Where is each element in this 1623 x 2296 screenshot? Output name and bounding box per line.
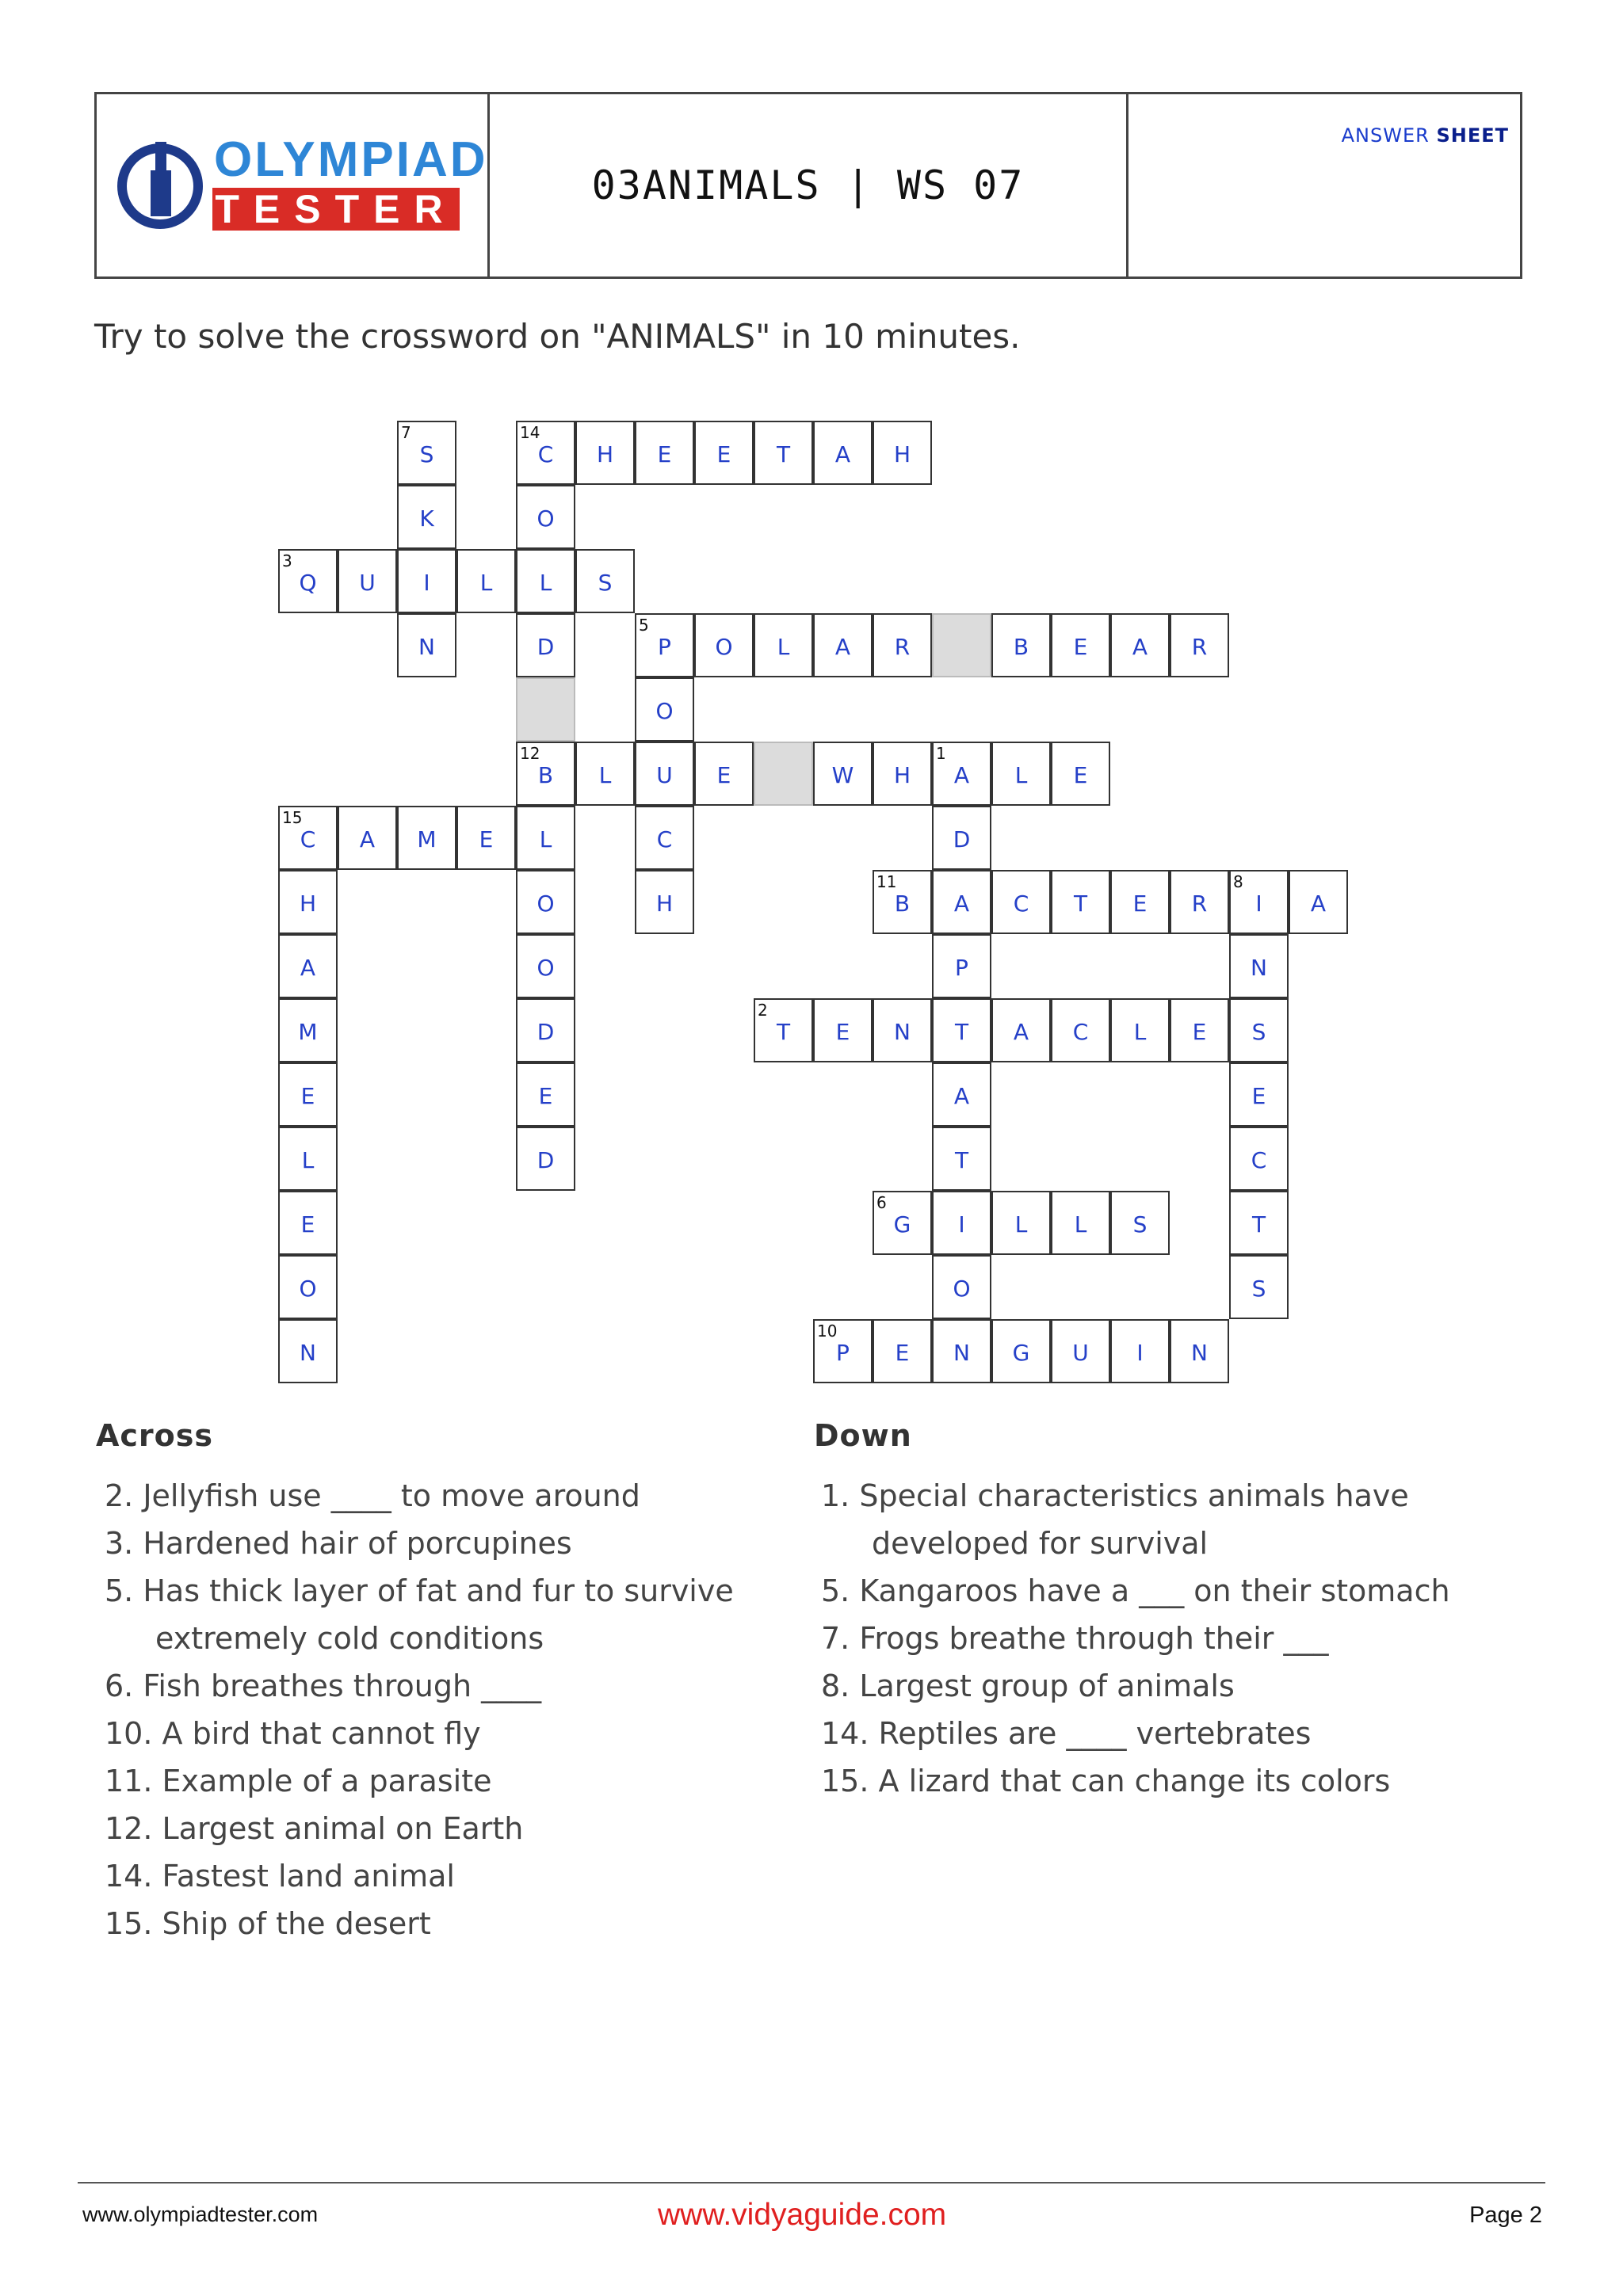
crossword-cell [1051, 1191, 1110, 1255]
crossword-cell [932, 1191, 991, 1255]
cell-letter: L [539, 570, 552, 596]
crossword-cell [278, 998, 338, 1062]
cell-letter: A [834, 441, 851, 467]
blank-cell [932, 613, 991, 677]
cell-letter: A [1310, 891, 1327, 917]
cell-letter: G [1012, 1340, 1030, 1366]
crossword-cell [694, 613, 754, 677]
crossword-grid [278, 421, 1348, 1383]
cell-letter: B [1013, 634, 1029, 660]
crossword-cell [1110, 998, 1170, 1062]
cell-letter: E [1192, 1019, 1207, 1045]
cell-letter: O [655, 698, 674, 724]
crossword-cell [932, 998, 991, 1062]
crossword-cell [873, 613, 932, 677]
cell-letter: L [1133, 1019, 1147, 1045]
cell-letter: E [895, 1340, 910, 1366]
crossword-cell [1170, 998, 1229, 1062]
clue-text: 10. A bird that cannot fly [105, 1716, 481, 1751]
crossword-cell [1229, 870, 1289, 934]
cell-letter: T [776, 441, 791, 467]
olympiad-tester-logo [117, 132, 488, 238]
cell-letter: P [955, 955, 968, 981]
cell-letter: P [836, 1340, 850, 1366]
cell-letter: O [537, 505, 555, 532]
cell-letter: H [893, 441, 911, 467]
footer-divider [78, 2182, 1545, 2183]
cell-letter: A [300, 955, 316, 981]
clue-number: 3 [282, 551, 292, 570]
crossword-cell [873, 870, 932, 934]
cell-letter: B [537, 762, 554, 788]
clue-text-continued: extremely cold conditions [155, 1621, 544, 1656]
cell-letter: L [479, 570, 493, 596]
cell-letter: D [537, 1147, 555, 1173]
crossword-cell [456, 549, 516, 613]
crossword-cell [278, 549, 338, 613]
cell-letter: U [1072, 1340, 1089, 1366]
logo-text-bottom: TESTER [212, 188, 460, 231]
crossword-cell [873, 421, 932, 485]
crossword-cell [278, 934, 338, 998]
cell-letter: E [657, 441, 672, 467]
crossword-cell [635, 742, 694, 806]
cell-letter: L [777, 634, 790, 660]
crossword-cell [873, 1319, 932, 1383]
crossword-cell [397, 485, 456, 549]
cell-letter: S [1132, 1211, 1148, 1238]
crossword-cell [1170, 613, 1229, 677]
crossword-cell [635, 677, 694, 742]
cell-letter: O [537, 955, 555, 981]
cell-letter: E [1251, 1083, 1266, 1109]
cell-letter: C [537, 441, 554, 467]
cell-letter: N [1191, 1340, 1208, 1366]
across-heading: Across [96, 1418, 214, 1453]
crossword-cell [754, 613, 813, 677]
crossword-cell [754, 421, 813, 485]
crossword-cell [1110, 1319, 1170, 1383]
title-cell [490, 94, 1128, 277]
crossword-cell [397, 613, 456, 677]
instruction-text: Try to solve the crossword on "ANIMALS" in 10 minutes. [94, 317, 1021, 356]
cell-letter: E [1073, 634, 1088, 660]
crossword-cell [1229, 1127, 1289, 1191]
across-clues [105, 1472, 734, 1947]
clue-text-continued: developed for survival [872, 1526, 1209, 1561]
sheet-label: SHEET [1436, 124, 1509, 147]
cell-letter: E [300, 1083, 315, 1109]
crossword-cell [1051, 870, 1110, 934]
answer-label: ANSWER [1341, 124, 1430, 147]
down-heading: Down [814, 1418, 912, 1453]
cell-letter: U [359, 570, 376, 596]
clue-number: 11 [876, 872, 897, 891]
clue-text: 7. Frogs breathe through their ___ [821, 1621, 1329, 1656]
logo-t-icon [117, 143, 203, 229]
cell-letter: R [894, 634, 911, 660]
cell-letter: D [953, 826, 971, 852]
footer-website-center[interactable]: www.vidyaguide.com [658, 2198, 947, 2232]
crossword-cell [1289, 870, 1348, 934]
crossword-cell [1051, 998, 1110, 1062]
cell-letter: T [1251, 1211, 1266, 1238]
clue-item [105, 1662, 734, 1710]
clue-number: 15 [282, 808, 303, 827]
cell-letter: T [954, 1019, 969, 1045]
logo-cell [97, 94, 490, 277]
clue-text: 1. Special characteristics animals have [821, 1478, 1409, 1513]
cell-letter: C [1072, 1019, 1089, 1045]
clue-number: 2 [758, 1001, 768, 1020]
cell-letter: E [835, 1019, 850, 1045]
cell-letter: O [299, 1276, 317, 1302]
crossword-cell [397, 421, 456, 485]
crossword-cell [1051, 742, 1110, 806]
crossword-cell [1229, 1062, 1289, 1127]
cell-letter: I [958, 1211, 965, 1238]
clue-item [821, 1615, 1450, 1662]
blank-cell [754, 742, 813, 806]
cell-letter: S [598, 570, 613, 596]
crossword-cell [516, 998, 575, 1062]
crossword-cell [575, 742, 635, 806]
cell-letter: O [715, 634, 733, 660]
cell-letter: A [1132, 634, 1148, 660]
cell-letter: C [1251, 1147, 1267, 1173]
crossword-cell [456, 806, 516, 870]
crossword-cell [635, 806, 694, 870]
page-number: Page 2 [1469, 2203, 1542, 2228]
clue-item [105, 1710, 734, 1757]
clue-item [105, 1567, 734, 1662]
cell-letter: L [598, 762, 612, 788]
cell-letter: Q [299, 570, 317, 596]
cell-letter: A [953, 1083, 970, 1109]
crossword-cell [932, 742, 991, 806]
clue-item [105, 1852, 734, 1900]
cell-letter: D [537, 634, 555, 660]
crossword-cell [991, 870, 1051, 934]
cell-letter: O [537, 891, 555, 917]
cell-letter: L [301, 1147, 315, 1173]
cell-letter: E [538, 1083, 553, 1109]
crossword-cell [873, 998, 932, 1062]
crossword-cell [516, 742, 575, 806]
clue-item [105, 1757, 734, 1805]
crossword-cell [991, 998, 1051, 1062]
cell-letter: N [300, 1340, 316, 1366]
cell-letter: R [1191, 634, 1208, 660]
clue-item [821, 1662, 1450, 1710]
crossword-cell [338, 549, 397, 613]
crossword-cell [278, 1255, 338, 1319]
cell-letter: I [1136, 1340, 1144, 1366]
crossword-cell [516, 613, 575, 677]
worksheet-title: 03ANIMALS | WS 07 [591, 162, 1025, 208]
cell-letter: L [1014, 762, 1028, 788]
crossword-cell [1229, 934, 1289, 998]
crossword-cell [694, 742, 754, 806]
crossword-cell [873, 1191, 932, 1255]
cell-letter: C [656, 826, 673, 852]
clue-item [821, 1567, 1450, 1615]
crossword-cell [635, 613, 694, 677]
cell-letter: R [1191, 891, 1208, 917]
crossword-cell [397, 806, 456, 870]
clue-number: 1 [936, 744, 946, 763]
crossword-cell [278, 1127, 338, 1191]
cell-letter: P [658, 634, 671, 660]
clue-text: 2. Jellyfish use ____ to move around [105, 1478, 640, 1513]
clue-item [105, 1805, 734, 1852]
crossword-cell [575, 421, 635, 485]
clue-number: 14 [520, 423, 540, 442]
clue-text: 6. Fish breathes through ____ [105, 1669, 542, 1703]
crossword-cell [813, 742, 873, 806]
cell-letter: U [656, 762, 673, 788]
crossword-cell [991, 613, 1051, 677]
crossword-cell [932, 1127, 991, 1191]
clue-number: 12 [520, 744, 540, 763]
crossword-cell [278, 806, 338, 870]
clue-item [821, 1757, 1450, 1805]
down-clues [821, 1472, 1450, 1805]
cell-letter: T [954, 1147, 969, 1173]
header-table [94, 92, 1522, 279]
crossword-cell [1170, 1319, 1229, 1383]
cell-letter: H [596, 441, 614, 467]
crossword-cell [932, 1255, 991, 1319]
cell-letter: N [418, 634, 435, 660]
clue-text: 3. Hardened hair of porcupines [105, 1526, 572, 1561]
crossword-cell [516, 421, 575, 485]
crossword-cell [1110, 1191, 1170, 1255]
blank-cell [516, 677, 575, 742]
footer-website-left[interactable]: www.olympiadtester.com [82, 2203, 319, 2226]
cell-letter: K [419, 505, 434, 532]
crossword-cell [991, 742, 1051, 806]
crossword-cell [754, 998, 813, 1062]
clue-item [105, 1472, 734, 1520]
crossword-cell [516, 549, 575, 613]
clue-text: 14. Reptiles are ____ vertebrates [821, 1716, 1312, 1751]
cell-letter: W [831, 762, 854, 788]
crossword-cell [932, 934, 991, 998]
clue-number: 10 [817, 1322, 838, 1341]
answer-sheet-label [1342, 124, 1509, 147]
crossword-cell [1051, 1319, 1110, 1383]
crossword-cell [932, 1319, 991, 1383]
cell-letter: D [537, 1019, 555, 1045]
crossword-cell [278, 1319, 338, 1383]
cell-letter: N [1251, 955, 1267, 981]
crossword-cell [991, 1319, 1051, 1383]
crossword-cell [278, 1062, 338, 1127]
cell-letter: M [298, 1019, 318, 1045]
cell-letter: H [655, 891, 674, 917]
crossword-cell [1229, 1191, 1289, 1255]
cell-letter: I [1255, 891, 1262, 917]
cell-letter: S [1251, 1019, 1266, 1045]
cell-letter: O [953, 1276, 971, 1302]
clue-number: 7 [401, 423, 411, 442]
cell-letter: H [893, 762, 911, 788]
cell-letter: A [953, 762, 970, 788]
crossword-cell [813, 421, 873, 485]
cell-letter: A [1013, 1019, 1029, 1045]
crossword-cell [338, 806, 397, 870]
crossword-cell [873, 742, 932, 806]
crossword-cell [516, 1062, 575, 1127]
crossword-cell [1229, 1255, 1289, 1319]
cell-letter: E [716, 762, 731, 788]
cell-letter: C [300, 826, 316, 852]
crossword-cell [635, 421, 694, 485]
clue-text: 5. Kangaroos have a ___ on their stomach [821, 1573, 1450, 1608]
cell-letter: E [716, 441, 731, 467]
clue-number: 8 [1233, 872, 1243, 891]
clue-text: 5. Has thick layer of fat and fur to survive [105, 1573, 734, 1608]
crossword-cell [1051, 613, 1110, 677]
crossword-cell [932, 806, 991, 870]
cell-letter: E [300, 1211, 315, 1238]
cell-letter: N [953, 1340, 970, 1366]
clue-item [105, 1520, 734, 1567]
crossword-cell [932, 1062, 991, 1127]
crossword-cell [1110, 870, 1170, 934]
cell-letter: A [359, 826, 376, 852]
cell-letter: H [299, 891, 317, 917]
cell-letter: I [423, 570, 430, 596]
cell-letter: A [953, 891, 970, 917]
clue-text: 11. Example of a parasite [105, 1764, 492, 1798]
crossword-cell [694, 421, 754, 485]
cell-letter: T [1073, 891, 1088, 917]
clue-number: 5 [639, 616, 649, 635]
clue-text: 15. A lizard that can change its colors [821, 1764, 1391, 1798]
crossword-cell [575, 549, 635, 613]
crossword-cell [516, 934, 575, 998]
clue-text: 15. Ship of the desert [105, 1906, 431, 1941]
cell-letter: L [1014, 1211, 1028, 1238]
crossword-cell [813, 998, 873, 1062]
cell-letter: L [1074, 1211, 1087, 1238]
crossword-cell [278, 870, 338, 934]
cell-letter: E [1132, 891, 1148, 917]
logo-text-top: OLYMPIAD [214, 132, 488, 187]
clue-item [821, 1472, 1450, 1567]
clue-text: 14. Fastest land animal [105, 1859, 455, 1894]
clue-text: 8. Largest group of animals [821, 1669, 1235, 1703]
answer-cell [1128, 94, 1520, 277]
crossword-cell [1110, 613, 1170, 677]
clue-number: 6 [876, 1193, 887, 1212]
clue-item [821, 1710, 1450, 1757]
crossword-cell [516, 485, 575, 549]
crossword-cell [932, 870, 991, 934]
clue-item [105, 1900, 734, 1947]
crossword-cell [1229, 998, 1289, 1062]
cell-letter: E [1073, 762, 1088, 788]
cell-letter: M [417, 826, 437, 852]
cell-letter: E [479, 826, 494, 852]
crossword-cell [813, 1319, 873, 1383]
crossword-cell [516, 806, 575, 870]
cell-letter: B [894, 891, 911, 917]
crossword-cell [397, 549, 456, 613]
crossword-cell [813, 613, 873, 677]
crossword-cell [991, 1191, 1051, 1255]
cell-letter: N [894, 1019, 911, 1045]
cell-letter: L [539, 826, 552, 852]
cell-letter: S [419, 441, 434, 467]
cell-letter: G [893, 1211, 911, 1238]
cell-letter: A [834, 634, 851, 660]
cell-letter: T [776, 1019, 791, 1045]
crossword-cell [635, 870, 694, 934]
cell-letter: S [1251, 1276, 1266, 1302]
crossword-cell [516, 870, 575, 934]
crossword-cell [516, 1127, 575, 1191]
crossword-cell [1170, 870, 1229, 934]
crossword-cell [278, 1191, 338, 1255]
cell-letter: C [1013, 891, 1029, 917]
clue-text: 12. Largest animal on Earth [105, 1811, 524, 1846]
